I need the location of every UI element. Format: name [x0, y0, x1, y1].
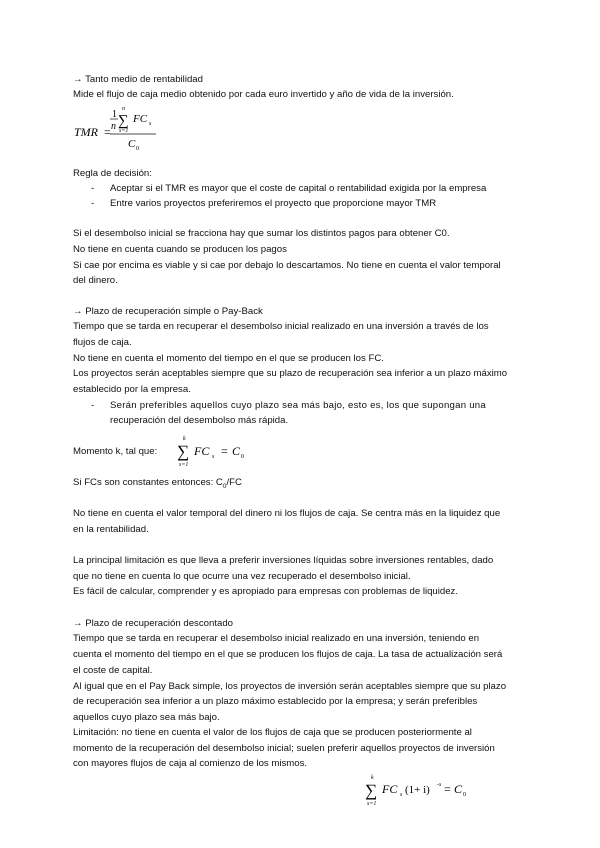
- discounted-formula-sum-top: k: [371, 775, 374, 781]
- payback-formula-sum-top: k: [183, 436, 186, 442]
- tmr-formula-n: n: [111, 121, 116, 132]
- tmr-formula-eq: =: [104, 125, 111, 139]
- tmr-formula-one: 1: [112, 109, 117, 120]
- tmr-formula-sum-bottom: s=1: [119, 128, 129, 134]
- tmr-formula-sum: ∑: [118, 113, 129, 129]
- tmr-formula-c-sub: 0: [136, 146, 139, 152]
- rule-bullet-dash: -: [91, 198, 95, 209]
- section-heading-discounted: → Plazo de recuperación descontado: [73, 618, 233, 629]
- payback-bullet-line: Serán preferibles aquellos cuyo plazo sea más bajo, esto es, los que supongan una: [110, 400, 486, 411]
- rule-bullet-dash: -: [91, 183, 95, 194]
- payback-formula-eq: =: [221, 444, 228, 458]
- section-heading-payback: → Plazo de recuperación simple o Pay-Back: [73, 306, 263, 317]
- discounted-formula-c-sub: 0: [463, 792, 466, 798]
- tmr-formula-lhs: TMR: [74, 125, 98, 139]
- payback-bullet-line: recuperación del desembolso más rápida.: [110, 415, 289, 426]
- tmr-note: del dinero.: [73, 275, 118, 286]
- constant-prefix: Si FCs son constantes entonces: C: [73, 477, 223, 488]
- momento-label: Momento k, tal que:: [73, 446, 158, 457]
- discounted-formula-eq: =: [444, 782, 451, 796]
- tmr-formula-sum-top: n: [122, 106, 125, 112]
- tmr-note: Si cae por encima es viable y si cae por debajo lo descartamos. No tiene en cuenta el valor temporal: [73, 260, 501, 271]
- discounted-paragraph-line: cuenta el momento del tiempo en el que se producen los flujos de caja. La tasa de actualización será: [73, 649, 503, 660]
- rule-item: Entre varios proyectos preferiremos el proyecto que proporcione mayor TMR: [110, 198, 437, 209]
- payback-limitation-line: La principal limitación es que lleva a preferir inversiones líquidas sobre inversiones rentables, dado: [73, 555, 494, 566]
- payback-paragraph-line: Los proyectos serán aceptables siempre que su plazo de recuperación sea inferior a un plazo máximo: [73, 368, 508, 379]
- constant-suffix: /FC: [226, 477, 242, 488]
- payback-formula-sum-bottom: s=1: [179, 462, 189, 468]
- discounted-formula-sum: ∑: [365, 781, 378, 800]
- section-heading-tmr: → Tanto medio de rentabilidad: [73, 74, 203, 85]
- tmr-formula-c: C: [128, 138, 136, 150]
- discounted-paragraph-line: con mayores flujos de caja al comienzo de los mismos.: [73, 758, 308, 769]
- discounted-paragraph-line: Tiempo que se tarda en recuperar el desembolso inicial realizado en una inversión, teniendo en: [73, 633, 480, 644]
- payback-note-line: en la rentabilidad.: [73, 524, 149, 535]
- payback-formula-fc: FC: [194, 444, 210, 458]
- rule-item: Aceptar si el TMR es mayor que el coste de capital o rentabilidad exigida por la empresa: [110, 183, 487, 194]
- tmr-note: No tiene en cuenta cuando se producen los pagos: [73, 244, 287, 255]
- constant-sub: 0: [222, 482, 227, 490]
- payback-limitation-line: que no tiene en cuenta lo que ocurre una vez recuperado el desembolso inicial.: [73, 571, 411, 582]
- discounted-formula-c: C: [454, 782, 463, 796]
- discounted-paragraph-line: aquellos cuyo plazo sea más bajo.: [73, 712, 220, 723]
- payback-formula-c: C: [232, 444, 241, 458]
- payback-paragraph-line: No tiene en cuenta el momento del tiempo en el que se producen los FC.: [73, 353, 384, 364]
- discounted-formula-sum-bottom: s=1: [367, 801, 377, 807]
- discounted-paragraph-line: Limitación: no tiene en cuenta el valor de los flujos de caja que se producen posteriormente al: [73, 727, 472, 738]
- payback-note-line: No tiene en cuenta el valor temporal del dinero ni los flujos de caja. Se centra más en la liquidez que: [73, 508, 501, 519]
- tmr-intro: Mide el flujo de caja medio obtenido por cada euro invertido y año de vida de la inversión.: [73, 89, 454, 100]
- discounted-paragraph-line: Al igual que en el Pay Back simple, los proyectos de inversión serán aceptables siempre que su plazo: [73, 681, 507, 692]
- payback-paragraph-line: establecido por la empresa.: [73, 384, 191, 395]
- payback-bullet-dash: -: [91, 400, 95, 411]
- payback-formula-sum: ∑: [177, 442, 190, 461]
- discounted-formula-fc: FC: [382, 782, 398, 796]
- payback-constant-note: [73, 477, 242, 493]
- payback-formula: [176, 433, 266, 473]
- tmr-formula-fc: FC: [133, 113, 148, 125]
- payback-paragraph-line: flujos de caja.: [73, 337, 132, 348]
- payback-paragraph-line: Tiempo que se tarda en recuperar el desembolso inicial realizado en una inversión a través de los: [73, 321, 489, 332]
- payback-limitation-line: Es fácil de calcular, comprender y es apropiado para empresas con problemas de liquidez.: [73, 586, 459, 597]
- tmr-formula: [72, 104, 162, 156]
- rule-title: Regla de decisión:: [73, 168, 152, 179]
- discounted-paragraph-line: el coste de capital.: [73, 665, 153, 676]
- payback-formula-fc-sub: s: [212, 454, 215, 460]
- tmr-note: Si el desembolso inicial se fracciona hay que sumar los distintos pagos para obtener C0.: [73, 228, 450, 239]
- discounted-formula: [364, 772, 476, 808]
- discounted-paragraph-line: de recuperación sea inferior a un plazo máximo establecido por la empresa; y serán preferibles: [73, 696, 478, 707]
- discounted-formula-exp: -s: [437, 782, 442, 788]
- tmr-formula-fc-sub: s: [149, 121, 152, 127]
- discounted-paragraph-line: momento de la recuperación del desembolso inicial; suelen preferir aquellos proyectos de inversión: [73, 743, 495, 754]
- discounted-formula-fc-sub: s: [400, 792, 403, 798]
- discounted-formula-paren: (1+ i): [405, 784, 430, 796]
- payback-formula-c-sub: 0: [241, 454, 244, 460]
